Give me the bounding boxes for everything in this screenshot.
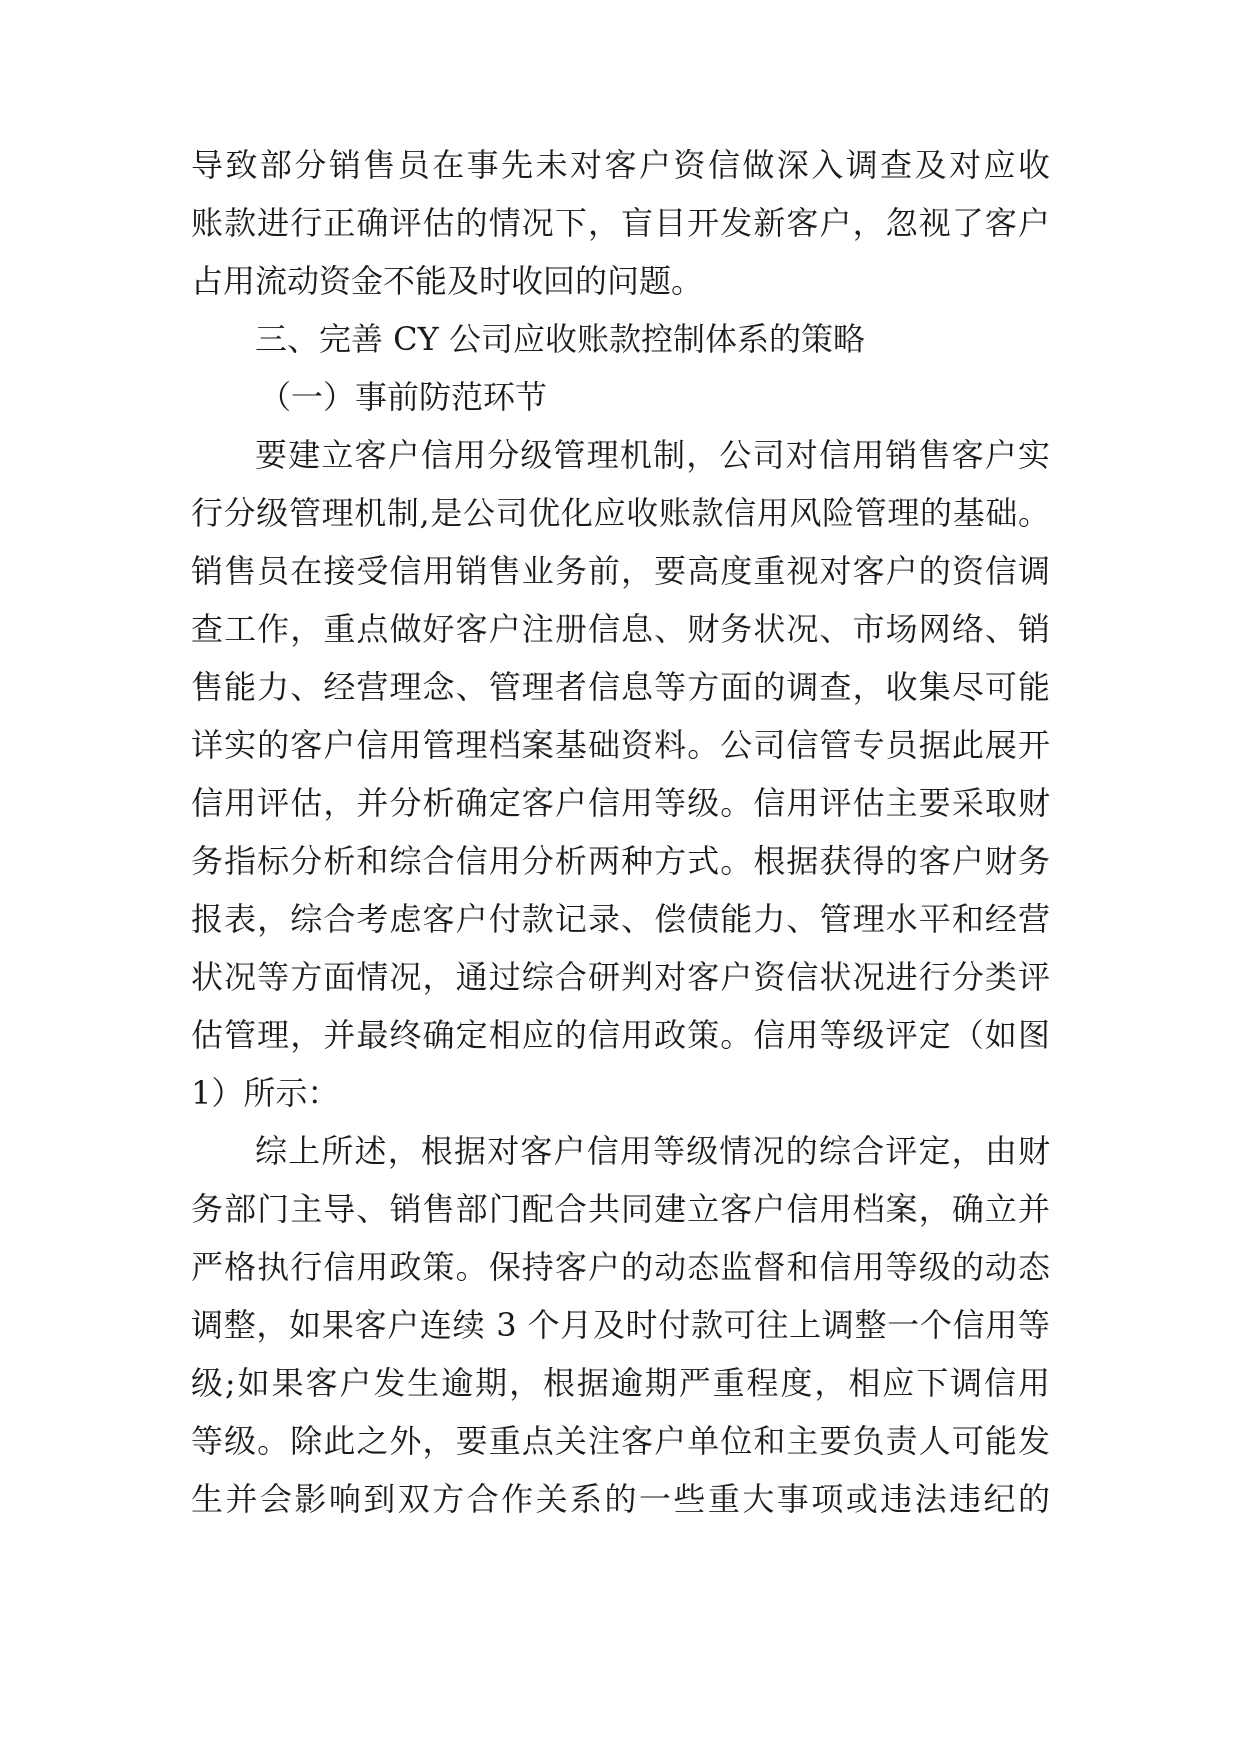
text-line: 详实的客户信用管理档案基础资料。公司信管专员据此展开 (191, 726, 1050, 764)
text-line: 信用评估，并分析确定客户信用等级。信用评估主要采取财 (191, 784, 1050, 822)
text-line: 报表，综合考虑客户付款记录、偿债能力、管理水平和经营 (191, 900, 1050, 938)
text-line: 级;如果客户发生逾期，根据逾期严重程度，相应下调信用 (191, 1364, 1050, 1402)
text-line: 综上所述，根据对客户信用等级情况的综合评定，由财 (255, 1132, 1050, 1170)
subsection-heading: （一）事前防范环节 (259, 378, 548, 416)
text-line: 调整，如果客户连续 3 个月及时付款可往上调整一个信用等 (191, 1306, 1050, 1344)
text-line: 账款进行正确评估的情况下，盲目开发新客户，忽视了客户 (191, 204, 1050, 242)
text-line: 务指标分析和综合信用分析两种方式。根据获得的客户财务 (191, 842, 1050, 880)
text-line: 销售员在接受信用销售业务前，要高度重视对客户的资信调 (191, 552, 1050, 590)
text-line: 状况等方面情况，通过综合研判对客户资信状况进行分类评 (191, 958, 1050, 996)
text-line: 严格执行信用政策。保持客户的动态监督和信用等级的动态 (191, 1248, 1050, 1286)
text-line: 务部门主导、销售部门配合共同建立客户信用档案，确立并 (191, 1190, 1050, 1228)
text-line: 导致部分销售员在事先未对客户资信做深入调查及对应收 (191, 146, 1050, 184)
text-line: 行分级管理机制,是公司优化应收账款信用风险管理的基础。 (191, 494, 1050, 532)
text-line: 1）所示： (191, 1074, 340, 1112)
text-line: 估管理，并最终确定相应的信用政策。信用等级评定（如图 (191, 1016, 1050, 1054)
text-line: 生并会影响到双方合作关系的一些重大事项或违法违纪的 (191, 1480, 1050, 1518)
text-line: 查工作，重点做好客户注册信息、财务状况、市场网络、销 (191, 610, 1050, 648)
section-heading: 三、完善 CY 公司应收账款控制体系的策略 (255, 320, 865, 358)
text-line: 要建立客户信用分级管理机制，公司对信用销售客户实 (255, 436, 1050, 474)
text-line: 占用流动资金不能及时收回的问题。 (191, 262, 704, 300)
text-line: 售能力、经营理念、管理者信息等方面的调查，收集尽可能 (191, 668, 1050, 706)
text-line: 等级。除此之外，要重点关注客户单位和主要负责人可能发 (191, 1422, 1050, 1460)
